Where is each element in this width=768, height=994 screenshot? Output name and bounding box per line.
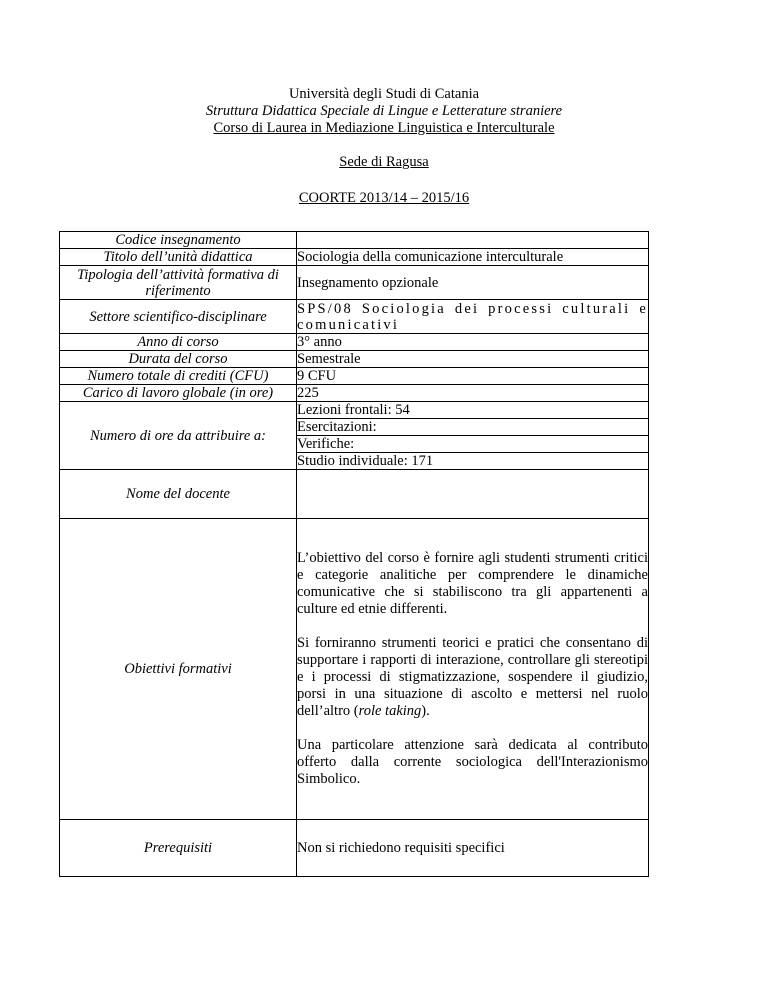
label-hours: Numero di ore da attribuire a: [60, 402, 297, 470]
objectives-paragraph-3: Una particolare attenzione sarà dedicata al contributo offerto dalla corrente sociologica dell'Interazionismo Simbolico. [297, 737, 648, 787]
row-duration [60, 351, 649, 368]
value-duration: Semestrale [297, 351, 649, 368]
value-hours-exercises: Esercitazioni: [297, 419, 649, 436]
cohort: COORTE 2013/14 – 2015/16 [298, 190, 470, 206]
label-year: Anno di corso [60, 334, 297, 351]
value-code [297, 232, 649, 249]
objectives-paragraph-2 [297, 635, 648, 720]
value-objectives [297, 519, 649, 820]
row-sector [60, 300, 649, 334]
row-objectives [60, 519, 649, 820]
value-hours-study: Studio individuale: 171 [297, 453, 649, 470]
label-credits: Numero totale di crediti (CFU) [60, 368, 297, 385]
label-duration: Durata del corso [60, 351, 297, 368]
label-sector: Settore scientifico-disciplinare [60, 300, 297, 334]
university-name: Università degli Studi di Catania [288, 86, 480, 102]
value-workload: 225 [297, 385, 649, 402]
label-prerequisites: Prerequisiti [60, 820, 297, 877]
row-code [60, 232, 649, 249]
objectives-role-taking: role taking [358, 703, 422, 719]
value-sector-text: SPS/08 Sociologia dei processi culturali e comunicativi [297, 300, 648, 333]
row-hours-1 [60, 402, 649, 419]
value-sector [297, 300, 649, 334]
label-title: Titolo dell’unità didattica [60, 249, 297, 266]
value-teacher [297, 470, 649, 519]
label-objectives: Obiettivi formativi [60, 519, 297, 820]
value-credits: 9 CFU [297, 368, 649, 385]
course-info-table [59, 231, 649, 877]
row-type [60, 266, 649, 300]
value-prerequisites: Non si richiedono requisiti specifici [297, 820, 649, 877]
objectives-paragraph-2-text: Si forniranno strumenti teorici e pratici che consentano di supportare i rapporti di interazione, controllare gli stereotipi e i processi di stigmatizzazione, sospendere il giudizio, porsi in una situazione di ascolto e mettersi nel ruolo dell’altro ( [297, 635, 648, 719]
objectives-paragraph-1: L’obiettivo del corso è fornire agli studenti strumenti critici e categorie analitiche per comprendere le dinamiche comunicative che si stabiliscono tra gli appartenenti a culture ed etnie differenti. [297, 550, 648, 617]
row-credits [60, 368, 649, 385]
site-name: Sede di Ragusa [339, 154, 429, 170]
label-code: Codice insegnamento [60, 232, 297, 249]
value-hours-lectures: Lezioni frontali: 54 [297, 402, 649, 419]
course-name: Corso di Laurea in Mediazione Linguistica e Interculturale [213, 120, 555, 136]
value-type: Insegnamento opzionale [297, 266, 649, 300]
row-workload [60, 385, 649, 402]
value-title: Sociologia della comunicazione interculturale [297, 249, 649, 266]
label-teacher: Nome del docente [60, 470, 297, 519]
row-title [60, 249, 649, 266]
value-year: 3° anno [297, 334, 649, 351]
objectives-paragraph-2-end: ). [421, 703, 430, 719]
row-prerequisites [60, 820, 649, 877]
label-workload: Carico di lavoro globale (in ore) [60, 385, 297, 402]
row-year [60, 334, 649, 351]
document-header [0, 86, 768, 207]
label-type: Tipologia dell’attività formativa di riferimento [60, 266, 297, 300]
structure-name: Struttura Didattica Speciale di Lingue e Letterature straniere [205, 103, 563, 119]
row-teacher [60, 470, 649, 519]
value-hours-tests: Verifiche: [297, 436, 649, 453]
